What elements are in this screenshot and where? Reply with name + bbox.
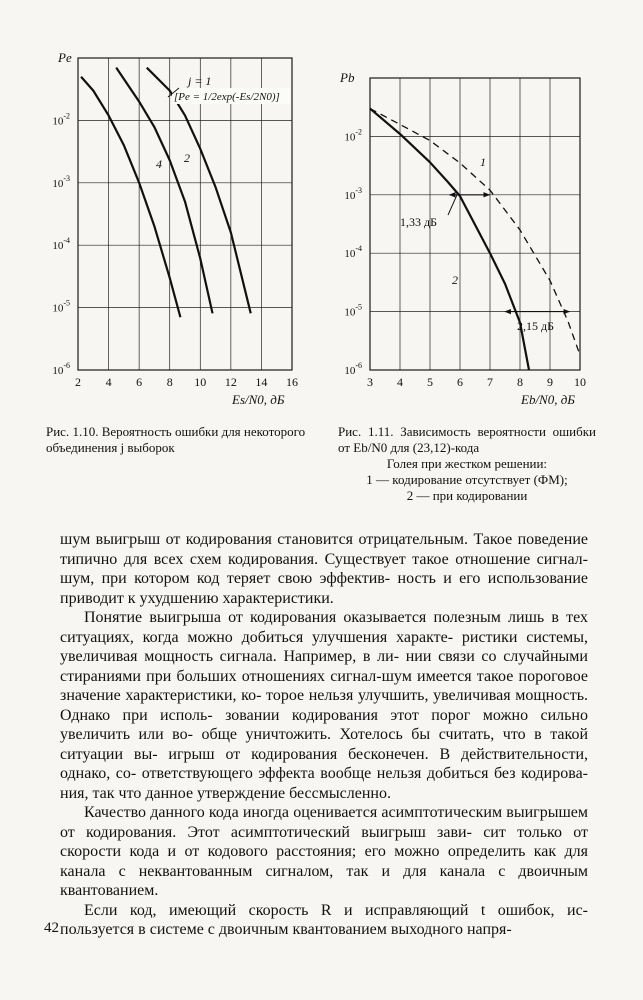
left-annotation-j: j = 1 [188, 74, 212, 88]
right-x-axis-label: Eb/N0, дБ [521, 392, 575, 407]
text-line: Понятие выигрыша от кодирования оказывается полезным [84, 609, 509, 626]
left-curve-label-4: 4 [156, 157, 162, 171]
y-tick-label: $10^{-4}$ [52, 236, 70, 253]
figure-left-caption [46, 424, 308, 456]
text-line: выигрышем от кодирования. Этот асимптотический выигрыш зави- [60, 804, 588, 841]
right-gain-label-2: 2,15 дБ [517, 319, 554, 333]
text-line: Качество данного кода иногда оценивается асимптотическим [84, 804, 507, 821]
text-line: зовании кодирования этот порог можно сильно увеличить или во- [60, 706, 588, 743]
y-tick-label: $10^{-2}$ [52, 111, 70, 128]
paragraph-2 [60, 608, 588, 803]
series-line-2 [370, 109, 529, 370]
text-line: отношение сигнал-шум, при котором код теряет свою эффектив- [60, 550, 588, 587]
text-line: нии связи со случайными стираниями при больших отношениях [60, 648, 588, 685]
x-tick-label: 9 [547, 375, 553, 389]
text-line: ния, так что данное утверждение бессмысленно. [60, 784, 391, 802]
text-line: шум выигрыш от кодирования становится отрицательным. Такое [60, 531, 518, 548]
x-tick-label: 6 [136, 375, 143, 389]
caption-right-line1: Рис. 1.11. Зависимость вероятности ошибки от Eb/N0 для (23,12)-кода [338, 424, 596, 455]
y-tick-label: $10^{-6}$ [344, 361, 362, 377]
caption-left-text: Рис. 1.10. Вероятность ошибки для некоторого объединения j выборок [46, 424, 306, 455]
x-tick-label: 4 [105, 375, 112, 389]
text-line: пользуется в системе с двоичным квантованием выходного напря- [60, 921, 512, 938]
y-tick-label: $10^{-2}$ [344, 127, 362, 144]
x-tick-label: 16 [286, 375, 298, 389]
text-line: ность и его использование приводит к ухудшению характеристики. [60, 570, 589, 607]
x-tick-label: 8 [166, 375, 173, 389]
page-number: 42 [44, 920, 59, 936]
x-tick-label: 5 [427, 375, 433, 389]
x-tick-label: 12 [224, 375, 237, 389]
gain-leader-1 [448, 195, 457, 215]
paragraph-1 [60, 530, 588, 608]
x-tick-label: 10 [194, 375, 207, 389]
text-line: ристики системы, увеличивая мощность сигнала. Например, в ли- [60, 628, 589, 665]
right-y-axis-label: Pb [340, 70, 355, 85]
text-line: определить как для канала с неквантованным сигналом, так и для [60, 843, 588, 880]
text-line: ответствующего эффекта вообще нельзя добиться без кодирова- [141, 765, 588, 782]
y-tick-label: $10^{-6}$ [52, 361, 70, 377]
caption-right-line2: Голея при жестком решении: [386, 456, 548, 471]
left-y-axis-label: Pe [58, 50, 72, 65]
y-tick-label: $10^{-3}$ [52, 173, 70, 190]
text-line: сигнал-шум имеется такое пороговое значение характеристики, ко- [60, 667, 588, 704]
left-x-axis-label: Es/N0, дБ [232, 392, 285, 407]
caption-right-line3: 1 — кодирование отсутствует (ФМ); [366, 472, 568, 487]
text-line: лишь в тех ситуациях, когда можно добиться улучшения характе- [60, 609, 588, 646]
paragraph-3 [60, 803, 588, 901]
x-tick-label: 3 [367, 375, 373, 389]
x-tick-label: 7 [487, 375, 493, 389]
text-line: торое нельзя улучшить, увеличивая мощность. Однако при исполь- [60, 687, 588, 724]
x-tick-label: 4 [397, 375, 403, 389]
text-line: Если код, имеющий скорость R и исправляющий t ошибок, ис- [84, 901, 588, 919]
x-tick-label: 14 [255, 375, 268, 389]
body-text [60, 530, 588, 940]
y-tick-label: $10^{-4}$ [344, 244, 362, 261]
figure-right-caption [338, 424, 596, 504]
figure-right [0, 0, 643, 420]
caption-right-line4: 2 — при кодировании [406, 488, 528, 503]
y-tick-label: $10^{-5}$ [344, 302, 362, 319]
x-tick-label: 8 [517, 375, 523, 389]
left-annotation-formula: [Pe = 1/2exp(-Es/2N0)] [174, 91, 280, 103]
right-gain-label-1: 1,33 дБ [400, 215, 437, 229]
x-tick-label: 6 [457, 375, 463, 389]
text-line: игрыш от кодирования бесконечен. В действительности, однако, со- [60, 745, 589, 782]
text-line: обще уничтожить. Хотелось бы считать, что в такой ситуации вы- [60, 726, 589, 763]
text-line: канала с двоичным квантованием. [60, 862, 588, 899]
left-curve-label-2: 2 [184, 151, 190, 165]
y-tick-label: $10^{-3}$ [344, 185, 362, 202]
right-curve-label-1: 1 [480, 155, 486, 169]
x-tick-label: 10 [574, 375, 586, 389]
x-tick-label: 2 [75, 375, 81, 389]
paragraph-4 [60, 901, 588, 940]
right-plot-area [344, 78, 586, 389]
text-line: сит только от скорости кода и от кодового расстояния; его можно [60, 823, 589, 860]
right-curve-label-2: 2 [452, 273, 458, 287]
text-line: поведение типично для всех схем кодирования. Существует такое [60, 531, 588, 568]
y-tick-label: $10^{-5}$ [52, 298, 70, 315]
